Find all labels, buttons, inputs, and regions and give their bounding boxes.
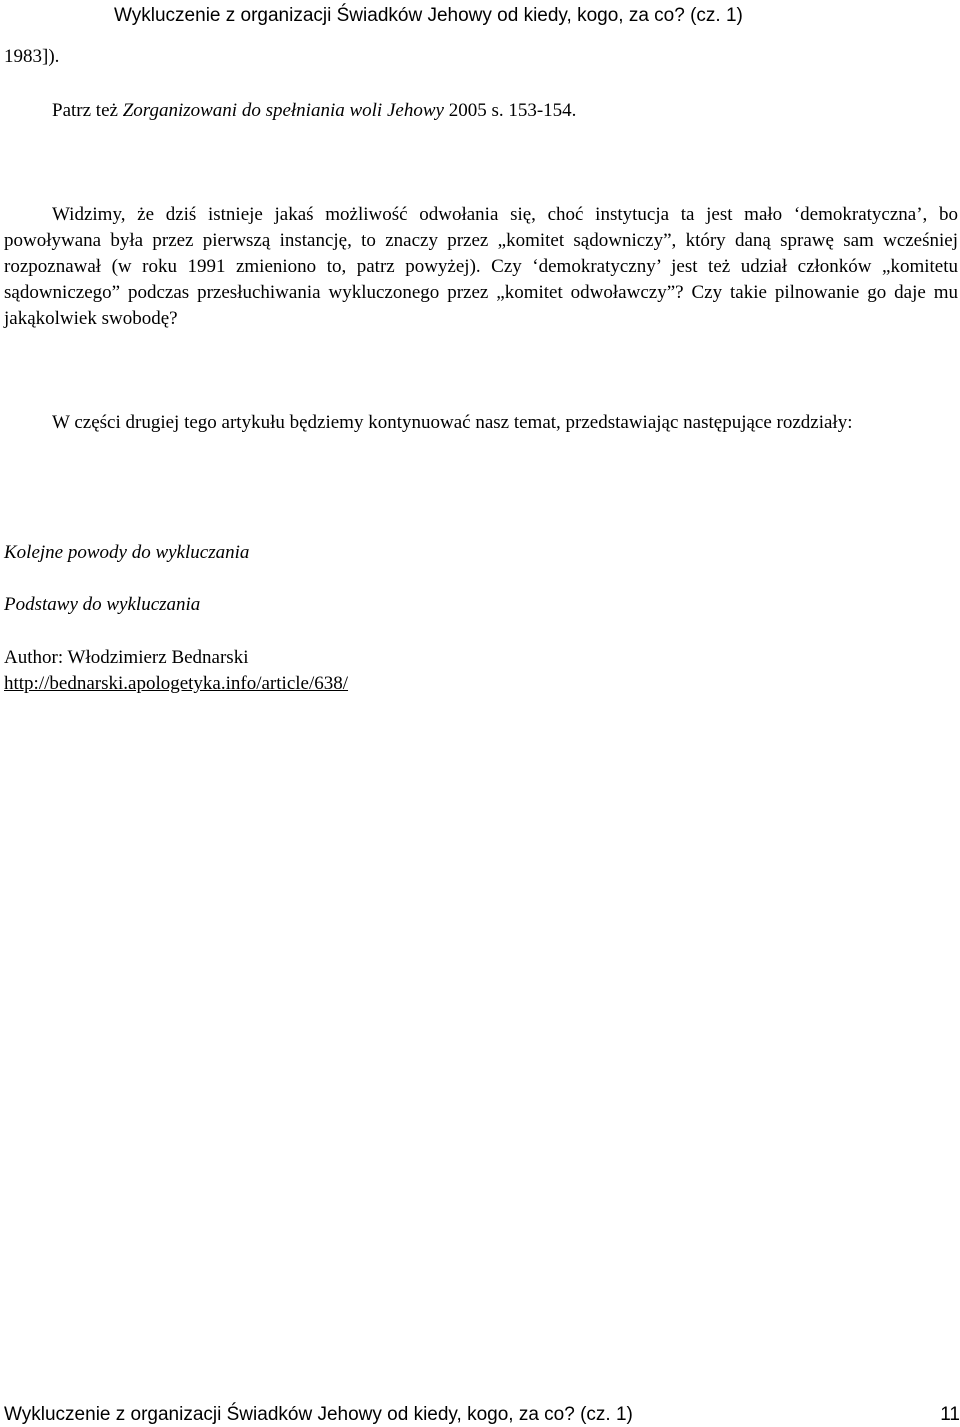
chapter-title-1: Kolejne powody do wykluczania: [4, 542, 250, 563]
see-also-suffix: 2005 s. 153-154.: [443, 100, 577, 121]
body-paragraph-2: W części drugiej tego artykułu będziemy kontynuować nasz temat, przedstawiając następujące rozdziały:: [52, 412, 853, 433]
article-link[interactable]: http://bednarski.apologetyka.info/article/638/: [4, 673, 349, 694]
body-paragraph-1: Widzimy, że dziś istnieje jakaś możliwość odwołania się, choć instytucja ta jest mało ‘demokratyczna’, bo powoływana była przez pierwszą instancję, to znaczy przez „komitet sądowniczy”, który daną sprawę sam wcześniej rozpoznawał (w roku 1991 zmieniono to, patrz powyżej). Czy ‘demokratyczny’ jest też udział członków „komitetu sądowniczego” podczas przesłuchiwania wykluczonego przez „komitet odwoławczy”? Czy takie pilnowanie go daje mu jakąkolwiek swobodę?: [4, 204, 958, 329]
running-footer-title: Wykluczenie z organizacji Świadków Jehowy od kiedy, kogo, za co? (cz. 1): [4, 1404, 633, 1425]
running-header-title: Wykluczenie z organizacji Świadków Jehowy od kiedy, kogo, za co? (cz. 1): [114, 5, 743, 26]
see-also-reference: [52, 98, 576, 124]
author-line: Author: Włodzimierz Bednarski: [4, 647, 249, 668]
chapter-title-2: Podstawy do wykluczania: [4, 594, 201, 615]
see-also-prefix: Patrz też: [52, 100, 123, 121]
page-number: 11: [940, 1404, 960, 1425]
see-also-work-title: Zorganizowani do spełniania woli Jehowy: [122, 100, 444, 121]
leftover-citation: 1983]).: [4, 46, 60, 67]
